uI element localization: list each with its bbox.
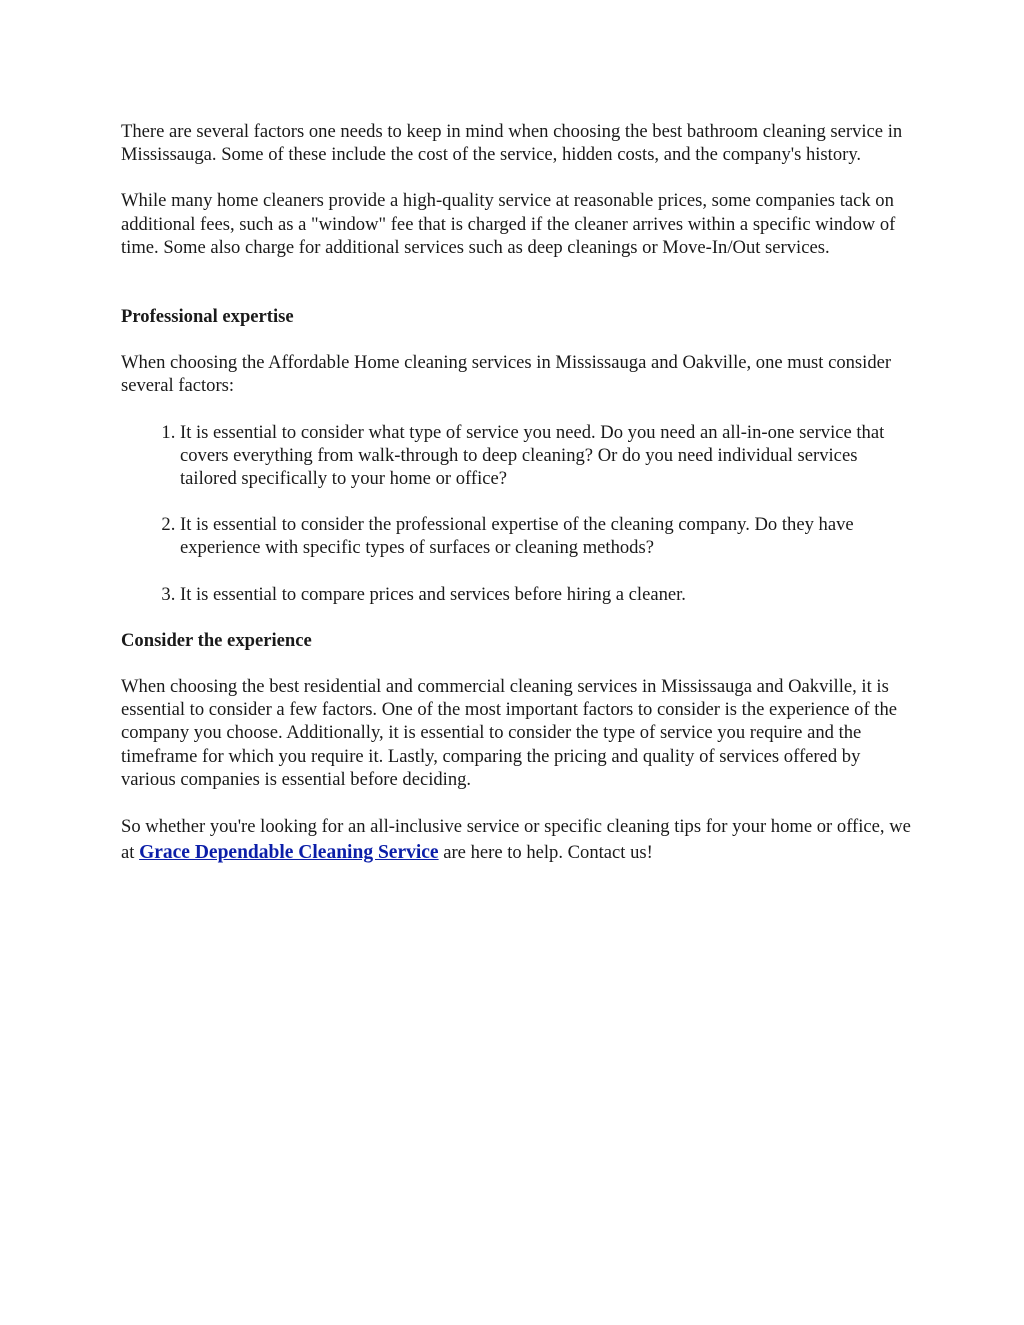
heading-professional-expertise: Professional expertise <box>121 306 294 328</box>
closing-paragraph <box>121 814 911 866</box>
experience-paragraph: When choosing the best residential and commercial cleaning services in Mississauga and Oakville, it is essential to consider a few factors. One of the most important factors to consider is the experience of the company you choose. Additionally, it is essential to consider the type of service you require and the timeframe for which you require it. Lastly, comparing the pricing and quality of services offered by various companies is essential before deciding. <box>121 676 898 790</box>
intro-paragraph-1: There are several factors one needs to keep in mind when choosing the best bathroom cleaning service in Mississauga. Some of these include the cost of the service, hidden costs, and the company's history. <box>121 121 903 166</box>
grace-dependable-cleaning-link[interactable]: Grace Dependable Cleaning Service <box>139 842 439 864</box>
factors-list <box>121 421 911 606</box>
professional-paragraph: When choosing the Affordable Home cleaning services in Mississauga and Oakville, one must consider several factors: <box>121 352 892 397</box>
list-item: 3. It is essential to compare prices and services before hiring a cleaner. <box>180 583 911 606</box>
closing-text-before: So whether you're looking for an all-inclusive service or specific cleaning tips for your home or office, we at <box>121 816 911 864</box>
list-item: 1. It is essential to consider what type of service you need. Do you need an all-in-one service that covers everything from walk-through to deep cleaning? Or do you need individual services tailored specifically to your home or office? <box>180 421 911 491</box>
closing-text-after: are here to help. Contact us! <box>438 842 653 864</box>
intro-paragraph-2: While many home cleaners provide a high-quality service at reasonable prices, some companies tack on additional fees, such as a "window" fee that is charged if the cleaner arrives within a specific window of time. Some also charge for additional services such as deep cleanings or Move-In/Out services. <box>121 190 896 258</box>
document-page <box>121 120 911 866</box>
heading-consider-experience: Consider the experience <box>121 629 312 651</box>
list-item: 2. It is essential to consider the professional expertise of the cleaning company. Do they have experience with specific types of surfaces or cleaning methods? <box>180 513 911 559</box>
